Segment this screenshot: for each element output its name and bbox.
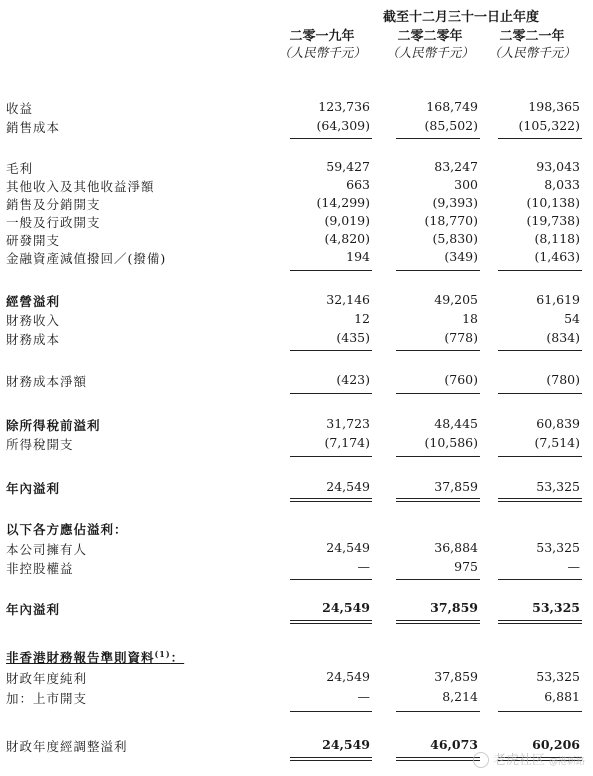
table-row xyxy=(0,689,593,707)
row-label: 本公司擁有人 xyxy=(6,542,88,557)
value-2019: 194 xyxy=(346,249,370,264)
subtotal-rule xyxy=(290,393,372,394)
unit-label-2021: （人民幣千元） xyxy=(488,45,576,60)
subtotal-rule xyxy=(396,456,480,457)
value-2021: (7,514) xyxy=(534,435,580,450)
value-2021: — xyxy=(567,559,580,574)
table-row xyxy=(0,540,593,558)
subtotal-rule xyxy=(396,270,480,271)
table-row xyxy=(0,99,593,117)
table-row xyxy=(0,213,593,231)
subtotal-rule xyxy=(396,393,480,394)
row-label: 加：上市開支 xyxy=(6,691,88,706)
value-2021: (834) xyxy=(546,330,580,345)
subtotal-rule xyxy=(498,456,582,457)
value-2019: 24,549 xyxy=(326,479,370,494)
year-2020-heading: 二零二零年 xyxy=(397,29,463,44)
row-label: 銷售及分銷開支 xyxy=(6,197,101,212)
value-2020: 49,205 xyxy=(434,292,478,307)
value-2021: 53,325 xyxy=(536,669,580,684)
year-2019-heading: 二零一九年 xyxy=(289,29,355,44)
value-2019: (423) xyxy=(336,372,370,387)
section-heading-text: 非香港財務報告準則資料 xyxy=(6,650,155,665)
table-row xyxy=(0,559,593,577)
value-2020: 46,073 xyxy=(430,737,478,752)
value-2020: 37,859 xyxy=(434,669,478,684)
value-2021: (780) xyxy=(546,372,580,387)
table-row xyxy=(0,520,593,538)
value-2019: 24,549 xyxy=(326,540,370,555)
subtotal-rule xyxy=(396,579,480,580)
value-2019: (435) xyxy=(336,330,370,345)
row-label: 毛利 xyxy=(6,161,34,176)
row-label: 銷售成本 xyxy=(6,120,61,135)
value-2019: (14,299) xyxy=(316,195,370,210)
subtotal-rule xyxy=(498,270,582,271)
value-2019: 24,549 xyxy=(326,669,370,684)
table-row xyxy=(0,372,593,390)
value-2019: (7,174) xyxy=(324,435,370,450)
value-2021: (1,463) xyxy=(534,249,580,264)
subtotal-rule xyxy=(290,711,372,712)
value-2019: — xyxy=(357,559,370,574)
table-row xyxy=(0,600,593,618)
footnote-marker: (1) xyxy=(154,648,171,659)
subtotal-rule xyxy=(498,350,582,351)
subtotal-rule xyxy=(290,138,372,139)
value-2020: (349) xyxy=(444,249,478,264)
value-2020: (9,393) xyxy=(432,195,478,210)
subtotal-rule xyxy=(396,711,480,712)
value-2020: (760) xyxy=(444,372,478,387)
table-row xyxy=(0,292,593,310)
value-2019: 32,146 xyxy=(326,292,370,307)
subtotal-rule xyxy=(498,138,582,139)
value-2019: 24,549 xyxy=(322,737,370,752)
subtotal-rule xyxy=(498,579,582,580)
value-2021: 8,033 xyxy=(544,177,580,192)
value-2021: 93,043 xyxy=(536,159,580,174)
table-row xyxy=(0,195,593,213)
section-heading: 以下各方應佔溢利： xyxy=(6,522,128,537)
table-row xyxy=(0,118,593,136)
value-2020: (18,770) xyxy=(424,213,478,228)
value-2020: 37,859 xyxy=(434,479,478,494)
section-heading-suffix: ： xyxy=(170,650,185,665)
subtotal-rule xyxy=(290,579,372,580)
value-2020: 36,884 xyxy=(434,540,478,555)
year-2021-heading: 二零二一年 xyxy=(499,29,565,44)
subtotal-rule xyxy=(396,350,480,351)
total-double-rule xyxy=(396,757,480,761)
row-label: 收益 xyxy=(6,101,34,116)
row-label: 所得稅開支 xyxy=(6,437,74,452)
value-2020: (85,502) xyxy=(424,118,478,133)
row-label: 財政年度經調整溢利 xyxy=(6,739,128,754)
table-row xyxy=(0,330,593,348)
section-heading xyxy=(6,648,184,666)
value-2021: (8,118) xyxy=(534,231,580,246)
row-label: 研發開支 xyxy=(6,233,61,248)
table-row xyxy=(0,669,593,687)
value-2021: 198,365 xyxy=(528,99,580,114)
unit-label-2019: （人民幣千元） xyxy=(278,45,366,60)
value-2020: 37,859 xyxy=(430,600,478,615)
period-heading: 截至十二月三十一日止年度 xyxy=(382,10,539,25)
value-2019: — xyxy=(357,689,370,704)
logo-icon xyxy=(473,752,489,768)
value-2021: (10,138) xyxy=(526,195,580,210)
table-row xyxy=(0,435,593,453)
table-row xyxy=(0,311,593,329)
total-double-rule xyxy=(290,620,372,624)
row-label: 其他收入及其他收益淨額 xyxy=(6,179,155,194)
watermark-handle: @港新路 xyxy=(548,756,585,767)
value-2020: (10,586) xyxy=(424,435,478,450)
value-2019: (4,820) xyxy=(324,231,370,246)
value-2021: 6,881 xyxy=(544,689,580,704)
total-double-rule xyxy=(396,498,480,502)
subtotal-rule xyxy=(290,270,372,271)
value-2020: (778) xyxy=(444,330,478,345)
row-label: 財政年度純利 xyxy=(6,671,88,686)
value-2021: 54 xyxy=(564,311,580,326)
total-double-rule xyxy=(290,757,372,761)
table-row xyxy=(0,479,593,497)
value-2020: 975 xyxy=(454,559,478,574)
value-2019: (64,309) xyxy=(316,118,370,133)
subtotal-rule xyxy=(290,350,372,351)
row-label: 經營溢利 xyxy=(6,294,61,309)
total-double-rule xyxy=(290,498,372,502)
total-double-rule xyxy=(498,620,582,624)
table-row xyxy=(0,159,593,177)
value-2021: 53,325 xyxy=(536,540,580,555)
value-2021: 53,325 xyxy=(536,479,580,494)
table-row xyxy=(0,416,593,434)
value-2021: 61,619 xyxy=(536,292,580,307)
value-2019: 12 xyxy=(354,311,370,326)
value-2019: 31,723 xyxy=(326,416,370,431)
value-2021: (105,322) xyxy=(518,118,580,133)
table-row xyxy=(0,177,593,195)
value-2020: 168,749 xyxy=(426,99,478,114)
subtotal-rule xyxy=(396,138,480,139)
row-label: 一般及行政開支 xyxy=(6,215,101,230)
row-label: 財務收入 xyxy=(6,313,61,328)
value-2020: 18 xyxy=(462,311,478,326)
value-2020: 8,214 xyxy=(442,689,478,704)
unit-label-2020: （人民幣千元） xyxy=(386,45,474,60)
watermark xyxy=(473,749,585,769)
value-2020: 48,445 xyxy=(434,416,478,431)
subtotal-rule xyxy=(290,456,372,457)
row-label: 財務成本淨額 xyxy=(6,374,88,389)
value-2019: (9,019) xyxy=(324,213,370,228)
row-label: 非控股權益 xyxy=(6,561,74,576)
value-2020: (5,830) xyxy=(432,231,478,246)
value-2020: 83,247 xyxy=(434,159,478,174)
value-2021: 60,839 xyxy=(536,416,580,431)
subtotal-rule xyxy=(498,393,582,394)
watermark-text: 老虎社区 xyxy=(492,752,545,768)
table-row xyxy=(0,249,593,267)
row-label: 金融資產減值撥回／(撥備) xyxy=(6,251,167,266)
total-double-rule xyxy=(396,620,480,624)
value-2021: (19,738) xyxy=(526,213,580,228)
row-label: 年內溢利 xyxy=(6,481,61,496)
total-double-rule xyxy=(498,498,582,502)
row-label: 年內溢利 xyxy=(6,602,61,617)
value-2019: 59,427 xyxy=(326,159,370,174)
value-2019: 663 xyxy=(346,177,370,192)
value-2020: 300 xyxy=(454,177,478,192)
table-row xyxy=(0,231,593,249)
value-2021: 60,206 xyxy=(532,737,580,752)
subtotal-rule xyxy=(498,711,582,712)
value-2019: 24,549 xyxy=(322,600,370,615)
table-row xyxy=(0,648,593,666)
value-2019: 123,736 xyxy=(318,99,370,114)
value-2021: 53,325 xyxy=(532,600,580,615)
row-label: 財務成本 xyxy=(6,332,61,347)
row-label: 除所得稅前溢利 xyxy=(6,418,101,433)
